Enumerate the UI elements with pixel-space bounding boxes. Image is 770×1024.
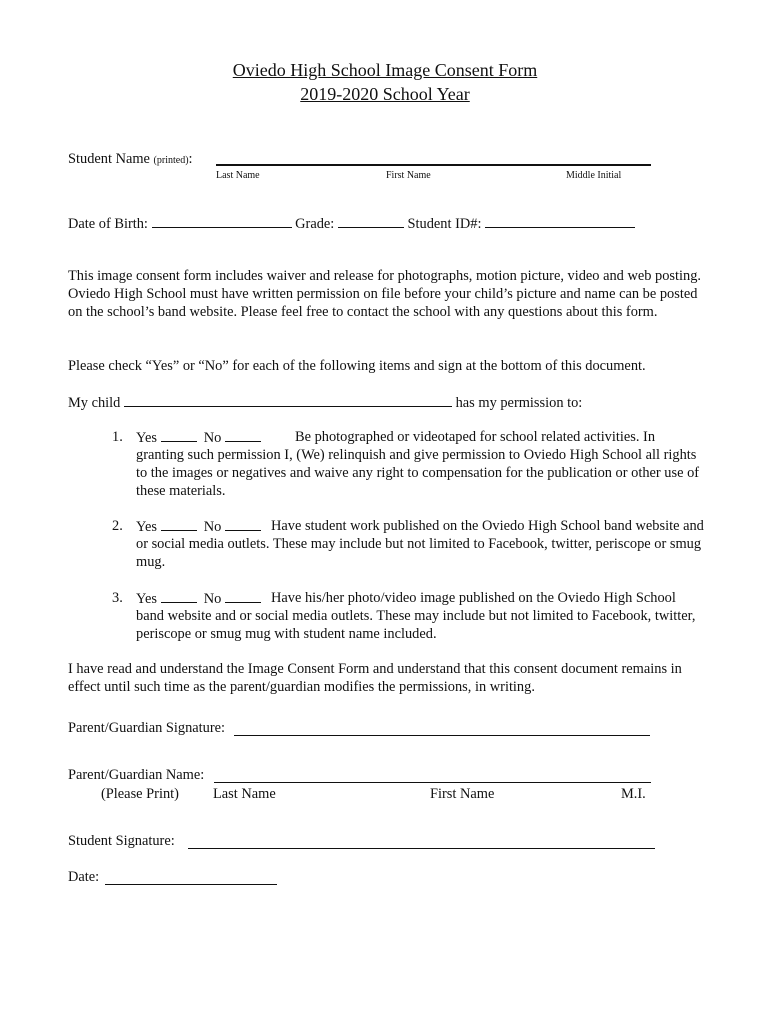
student-id-field[interactable] — [485, 214, 635, 228]
grade-label: Grade: — [295, 216, 335, 232]
student-name-label: Student Name (printed): — [68, 151, 193, 167]
first-name-caption: First Name — [386, 170, 431, 181]
parent-first-name-caption: First Name — [430, 786, 495, 802]
yes-label: Yes — [136, 519, 157, 535]
instruction-text: Please check “Yes” or “No” for each of the following items and sign at the bottom of this document. — [68, 358, 646, 374]
acknowledgement-text: I have read and understand the Image Consent Form and understand that this consent document remains in effect until such time as the parent/guardian modifies the permissions, in writing. — [68, 661, 682, 695]
permission-item-1 — [112, 428, 702, 500]
middle-initial-caption: Middle Initial — [566, 170, 622, 181]
dob-field[interactable] — [152, 214, 292, 228]
student-name-field[interactable] — [216, 164, 651, 166]
date-label: Date: — [68, 869, 100, 885]
parent-name-field[interactable] — [214, 782, 651, 783]
item-number: 1. — [112, 429, 123, 445]
please-print-caption: (Please Print) — [101, 786, 179, 802]
grade-field[interactable] — [338, 214, 404, 228]
student-signature-label: Student Signature: — [68, 833, 175, 849]
my-child-row — [68, 393, 582, 412]
no-label: No — [203, 519, 222, 535]
item-number: 3. — [112, 590, 123, 606]
school-year-subtitle: 2019-2020 School Year — [300, 84, 470, 104]
dob-row — [68, 214, 635, 233]
parent-last-name-caption: Last Name — [213, 786, 276, 802]
my-child-label: My child — [68, 395, 121, 411]
date-field[interactable] — [105, 884, 277, 885]
dob-label: Date of Birth: — [68, 216, 148, 232]
child-name-field[interactable] — [124, 393, 452, 407]
item-description: Be photographed or videotaped for school related activities. In granting such permission I, (We) relinquish and give permission to Oviedo High School all rights to the images or negatives and waive any right to compensation for the publication or other use of these materials. — [136, 429, 700, 499]
no-label: No — [203, 591, 222, 607]
intro-paragraph: This image consent form includes waiver and release for photographs, motion picture, video and web posting. Oviedo High School must have written permission on file before your child’s picture and name can be posted on the school’s band website. Please feel free to contact the school with any questions about this form. — [68, 268, 702, 320]
yes-label: Yes — [136, 591, 157, 607]
permission-label: has my permission to: — [455, 395, 583, 411]
item-description: Have his/her photo/video image published on the Oviedo High School band website and or social media outlets. These may include but not limited to Facebook, twitter, periscope or smug mug with student name included. — [136, 590, 696, 642]
student-signature-field[interactable] — [188, 848, 655, 849]
parent-mi-caption: M.I. — [621, 786, 646, 802]
parent-signature-field[interactable] — [234, 735, 650, 736]
permission-item-3 — [112, 589, 702, 643]
no-label: No — [203, 430, 222, 446]
student-id-label: Student ID#: — [407, 216, 482, 232]
parent-name-label: Parent/Guardian Name: — [68, 767, 205, 783]
item-number: 2. — [112, 518, 123, 534]
form-title: Oviedo High School Image Consent Form — [232, 60, 538, 80]
item-description: Have student work published on the Oviedo High School band website and or social media outlets. These may include but not limited to Facebook, twitter, periscope or smug mug. — [136, 518, 704, 570]
printed-note: (printed) — [153, 155, 189, 166]
permission-item-2 — [112, 517, 702, 571]
last-name-caption: Last Name — [216, 170, 260, 181]
parent-signature-label: Parent/Guardian Signature: — [68, 720, 226, 736]
yes-label: Yes — [136, 430, 157, 446]
